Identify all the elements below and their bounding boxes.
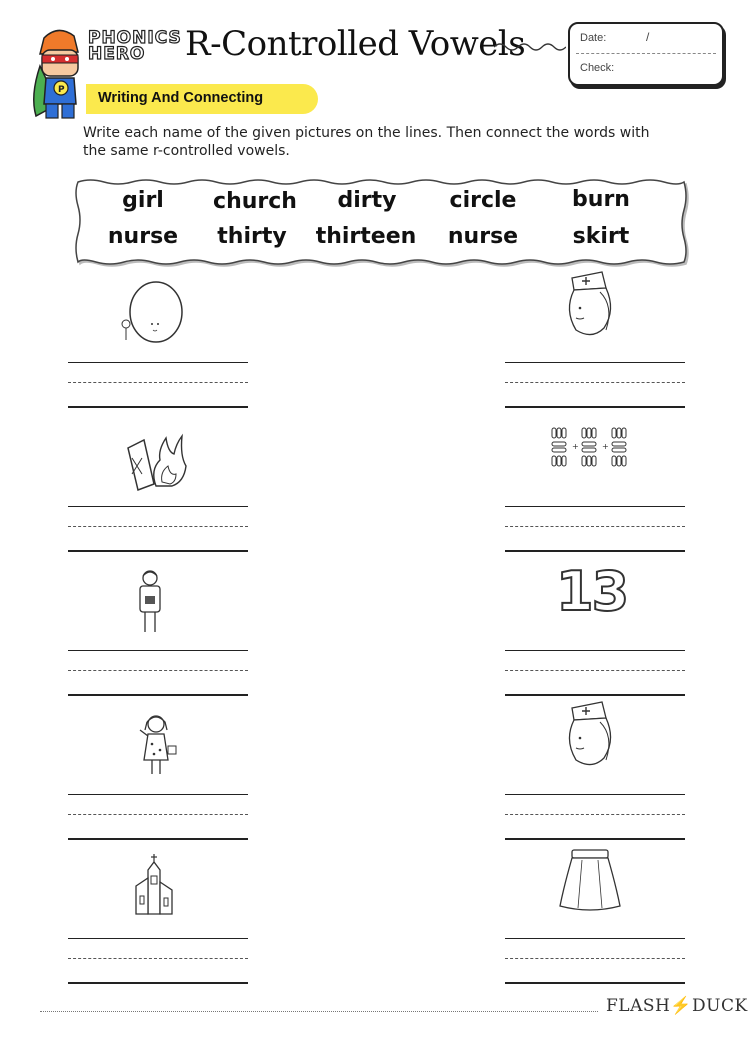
writing-line-mid: [505, 814, 685, 815]
writing-line-top: [505, 794, 685, 795]
word-bank: [70, 176, 692, 268]
writing-line-mid: [68, 526, 248, 527]
writing-line-base: [68, 550, 248, 552]
writing-lines[interactable]: [68, 938, 248, 988]
writing-line-top: [68, 506, 248, 507]
writing-line-base: [505, 982, 685, 984]
date-check-box: [568, 22, 724, 86]
writing-lines[interactable]: [505, 506, 685, 556]
writing-line-mid: [505, 958, 685, 959]
writing-line-top: [68, 650, 248, 651]
word-bank-item: burn: [572, 187, 630, 212]
word-bank-item: circle: [449, 188, 517, 213]
word-bank-item: nurse: [107, 224, 179, 249]
writing-line-top: [68, 938, 248, 939]
nurse-picture-icon: [562, 700, 618, 772]
writing-lines[interactable]: [68, 794, 248, 844]
writing-line-mid: [68, 814, 248, 815]
writing-lines[interactable]: [68, 362, 248, 412]
brand-line2: HERO: [88, 44, 146, 64]
writing-line-top: [505, 506, 685, 507]
writing-line-base: [505, 406, 685, 408]
writing-line-top: [505, 938, 685, 939]
date-separator: /: [646, 30, 650, 44]
lightning-bolt-icon: ⚡: [670, 996, 693, 1016]
writing-line-base: [505, 838, 685, 840]
svg-text:+: +: [572, 442, 579, 451]
writing-lines[interactable]: [505, 650, 685, 700]
date-label: Date:: [580, 32, 607, 44]
thirteen-picture-numeral: 13: [556, 560, 628, 623]
writing-line-mid: [505, 526, 685, 527]
section-heading-banner: [86, 84, 318, 114]
circle-picture-icon: [116, 280, 188, 346]
writing-line-base: [68, 982, 248, 984]
word-bank-item: girl: [122, 188, 164, 213]
svg-text:+: +: [602, 442, 609, 451]
brand-logo-text: [88, 30, 180, 62]
writing-line-top: [505, 362, 685, 363]
writing-lines[interactable]: [505, 938, 685, 988]
instructions-text: Write each name of the given pictures on the lines. Then connect the words with the same r-controlled vowels.: [83, 125, 650, 159]
writing-line-mid: [505, 382, 685, 383]
writing-line-base: [68, 406, 248, 408]
nurse-picture-icon: [562, 270, 618, 342]
writing-line-mid: [68, 670, 248, 671]
writing-line-top: [505, 650, 685, 651]
decorative-squiggle-icon: [494, 40, 566, 54]
writing-line-mid: [68, 958, 248, 959]
burn-picture-icon: [122, 426, 188, 492]
thirty-picture-icon: [548, 424, 634, 470]
section-heading: Writing And Connecting: [98, 90, 264, 106]
word-bank-item: church: [213, 189, 297, 214]
girl-picture-icon: [134, 712, 180, 778]
writing-lines[interactable]: [68, 650, 248, 700]
check-label: Check:: [580, 62, 615, 74]
phonics-hero-mascot-icon: [28, 26, 88, 121]
footer-divider: [40, 1011, 598, 1012]
dirty-boy-picture-icon: [134, 566, 166, 636]
word-bank-item: thirty: [217, 224, 287, 249]
writing-line-base: [68, 838, 248, 840]
writing-lines[interactable]: [505, 794, 685, 844]
word-bank-item: thirteen: [315, 224, 417, 249]
brand-line1: PHONICS: [88, 28, 182, 48]
logo-text-duck: DUCK: [692, 996, 748, 1016]
writing-line-mid: [68, 382, 248, 383]
flash-duck-logo: [606, 996, 748, 1024]
writing-line-top: [68, 794, 248, 795]
writing-line-top: [68, 362, 248, 363]
date-box-divider: [576, 53, 716, 54]
word-bank-item: nurse: [447, 224, 519, 249]
word-bank-item: skirt: [572, 224, 630, 249]
writing-line-mid: [505, 670, 685, 671]
writing-line-base: [505, 550, 685, 552]
writing-line-base: [68, 694, 248, 696]
skirt-picture-icon: [556, 846, 624, 914]
writing-lines[interactable]: [505, 362, 685, 412]
church-picture-icon: [132, 852, 176, 918]
svg-text:P: P: [58, 85, 65, 95]
logo-text-flash: FLASH: [606, 996, 671, 1016]
word-bank-item: dirty: [337, 188, 397, 213]
writing-lines[interactable]: [68, 506, 248, 556]
page-title: R-Controlled Vowels: [185, 24, 526, 64]
writing-line-base: [505, 694, 685, 696]
